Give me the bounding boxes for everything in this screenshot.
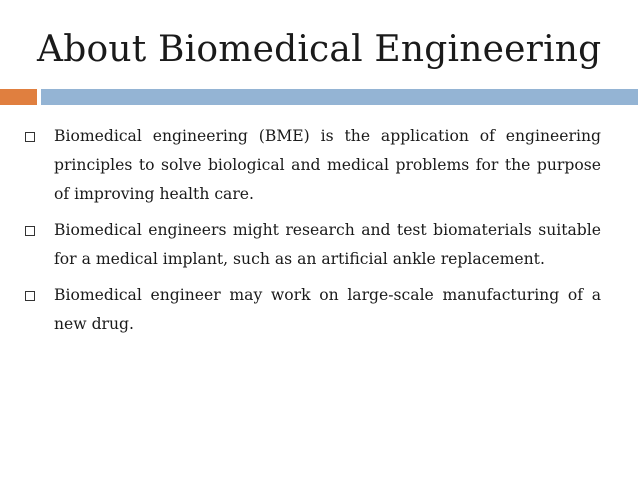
bullet-item xyxy=(25,281,601,339)
square-bullet-icon xyxy=(25,132,35,142)
square-bullet-icon xyxy=(25,291,35,301)
slide-title: About Biomedical Engineering xyxy=(37,29,602,70)
accent-bar-blue xyxy=(41,89,638,105)
bullet-item xyxy=(25,122,601,209)
bullet-text: Biomedical engineers might research and test biomaterials suitable for a medical implant, such as an artificial ankle replacement. xyxy=(54,221,601,268)
accent-block-orange xyxy=(0,89,37,105)
bullet-text: Biomedical engineer may work on large-scale manufacturing of a new drug. xyxy=(54,286,601,333)
bullet-item xyxy=(25,216,601,274)
bullet-text: Biomedical engineering (BME) is the application of engineering principles to solve biological and medical problems for the purpose of improving health care. xyxy=(54,127,601,203)
bullet-list xyxy=(25,122,601,346)
square-bullet-icon xyxy=(25,226,35,236)
